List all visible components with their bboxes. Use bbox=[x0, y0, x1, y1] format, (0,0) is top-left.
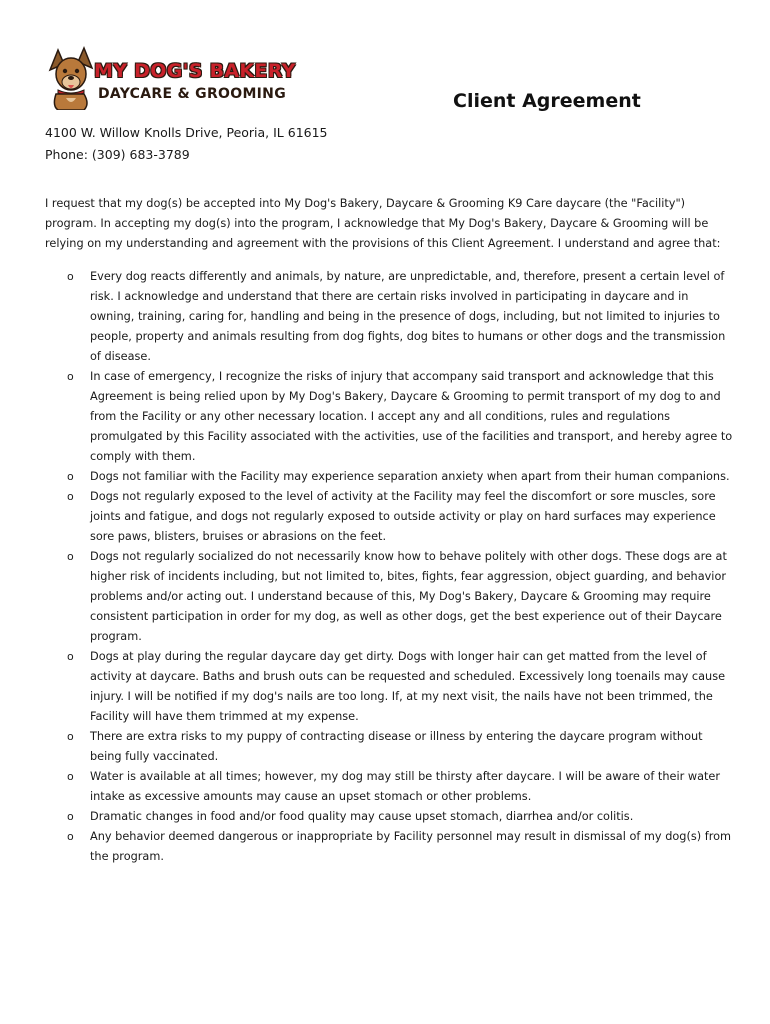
term-text: Dramatic changes in food and/or food quality may cause upset stomach, diarrhea and/or colitis. bbox=[90, 810, 634, 823]
phone-number: Phone: (309) 683-3789 bbox=[45, 147, 190, 162]
list-item bbox=[45, 647, 735, 727]
bullet-icon: o bbox=[67, 810, 74, 823]
term-text: Any behavior deemed dangerous or inappropriate by Facility personnel may result in dismissal of my dog(s) from the program. bbox=[90, 830, 732, 863]
term-text: Dogs not regularly socialized do not necessarily know how to behave politely with other dogs. These dogs are at higher risk of incidents including, but not limited to, bites, fights, fear aggression, object guarding, and behavior problems and/or acting out. I understand because of this, My Dog's Bakery, Daycare & Grooming may require consistent participation in order for my dog, as well as other dogs, get the best experience out of their Daycare program. bbox=[90, 550, 727, 643]
term-text: Dogs not familiar with the Facility may experience separation anxiety when apart from their human companions. bbox=[90, 470, 730, 483]
bullet-icon: o bbox=[67, 270, 74, 283]
page-title: Client Agreement bbox=[453, 90, 641, 112]
term-text: There are extra risks to my puppy of contracting disease or illness by entering the daycare program without being fully vaccinated. bbox=[90, 730, 703, 763]
list-item bbox=[45, 267, 735, 367]
list-item bbox=[45, 367, 735, 467]
list-item bbox=[45, 487, 735, 547]
bullet-icon: o bbox=[67, 770, 74, 783]
bullet-icon: o bbox=[67, 550, 74, 563]
bullet-icon: o bbox=[67, 730, 74, 743]
list-item bbox=[45, 807, 735, 827]
street-address: 4100 W. Willow Knolls Drive, Peoria, IL 61615 bbox=[45, 125, 328, 140]
term-text: In case of emergency, I recognize the risks of injury that accompany said transport and acknowledge that this Agreement is being relied upon by My Dog's Bakery, Daycare & Grooming to permit transport of my dog to and from the Facility or any other necessary location. I accept any and all conditions, rules and regulations promulgated by this Facility associated with the activities, use of the facilities and transport, and hereby agree to comply with them. bbox=[90, 370, 733, 463]
bullet-icon: o bbox=[67, 650, 74, 663]
company-address bbox=[45, 122, 328, 166]
company-logo bbox=[44, 44, 294, 110]
list-item bbox=[45, 727, 735, 767]
list-item bbox=[45, 467, 735, 487]
intro-paragraph: I request that my dog(s) be accepted into My Dog's Bakery, Daycare & Grooming K9 Care daycare (the "Facility") program. In accepting my dog(s) into the program, I acknowledge that My Dog's Bakery, Daycare & Grooming will be relying on my understanding and agreement with the provisions of this Client Agreement. I understand and agree that: bbox=[45, 197, 721, 250]
term-text: Dogs at play during the regular daycare day get dirty. Dogs with longer hair can get matted from the level of activity at daycare. Baths and brush outs can be requested and scheduled. Excessively long toenails may cause injury. I will be notified if my dog's nails are too long. If, at my next visit, the nails have not been trimmed, the Facility will have them trimmed at my expense. bbox=[90, 650, 726, 723]
agreement-terms-list bbox=[45, 267, 735, 867]
list-item bbox=[45, 827, 735, 867]
logo-tagline: DAYCARE & GROOMING bbox=[98, 86, 286, 102]
bullet-icon: o bbox=[67, 830, 74, 843]
bullet-icon: o bbox=[67, 490, 74, 503]
bullet-icon: o bbox=[67, 470, 74, 483]
term-text: Every dog reacts differently and animals, by nature, are unpredictable, and, therefore, present a certain level of risk. I acknowledge and understand that there are certain risks involved in participating in daycare and in owning, training, caring for, handling and being in the presence of dogs, including, but not limited to injuries to people, property and animals resulting from dog fights, dog bites to humans or other dogs and the transmission of disease. bbox=[90, 270, 726, 363]
list-item bbox=[45, 547, 735, 647]
logo-brand-name: MY DOG'S BAKERY bbox=[94, 60, 296, 82]
term-text: Water is available at all times; however, my dog may still be thirsty after daycare. I will be aware of their water intake as excessive amounts may cause an upset stomach or other problems. bbox=[90, 770, 721, 803]
term-text: Dogs not regularly exposed to the level of activity at the Facility may feel the discomfort or sore muscles, sore joints and fatigue, and dogs not regularly exposed to outside activity or play on hard surfaces may experience sore paws, blisters, bruises or abrasions on the feet. bbox=[90, 490, 716, 543]
bullet-icon: o bbox=[67, 370, 74, 383]
list-item bbox=[45, 767, 735, 807]
